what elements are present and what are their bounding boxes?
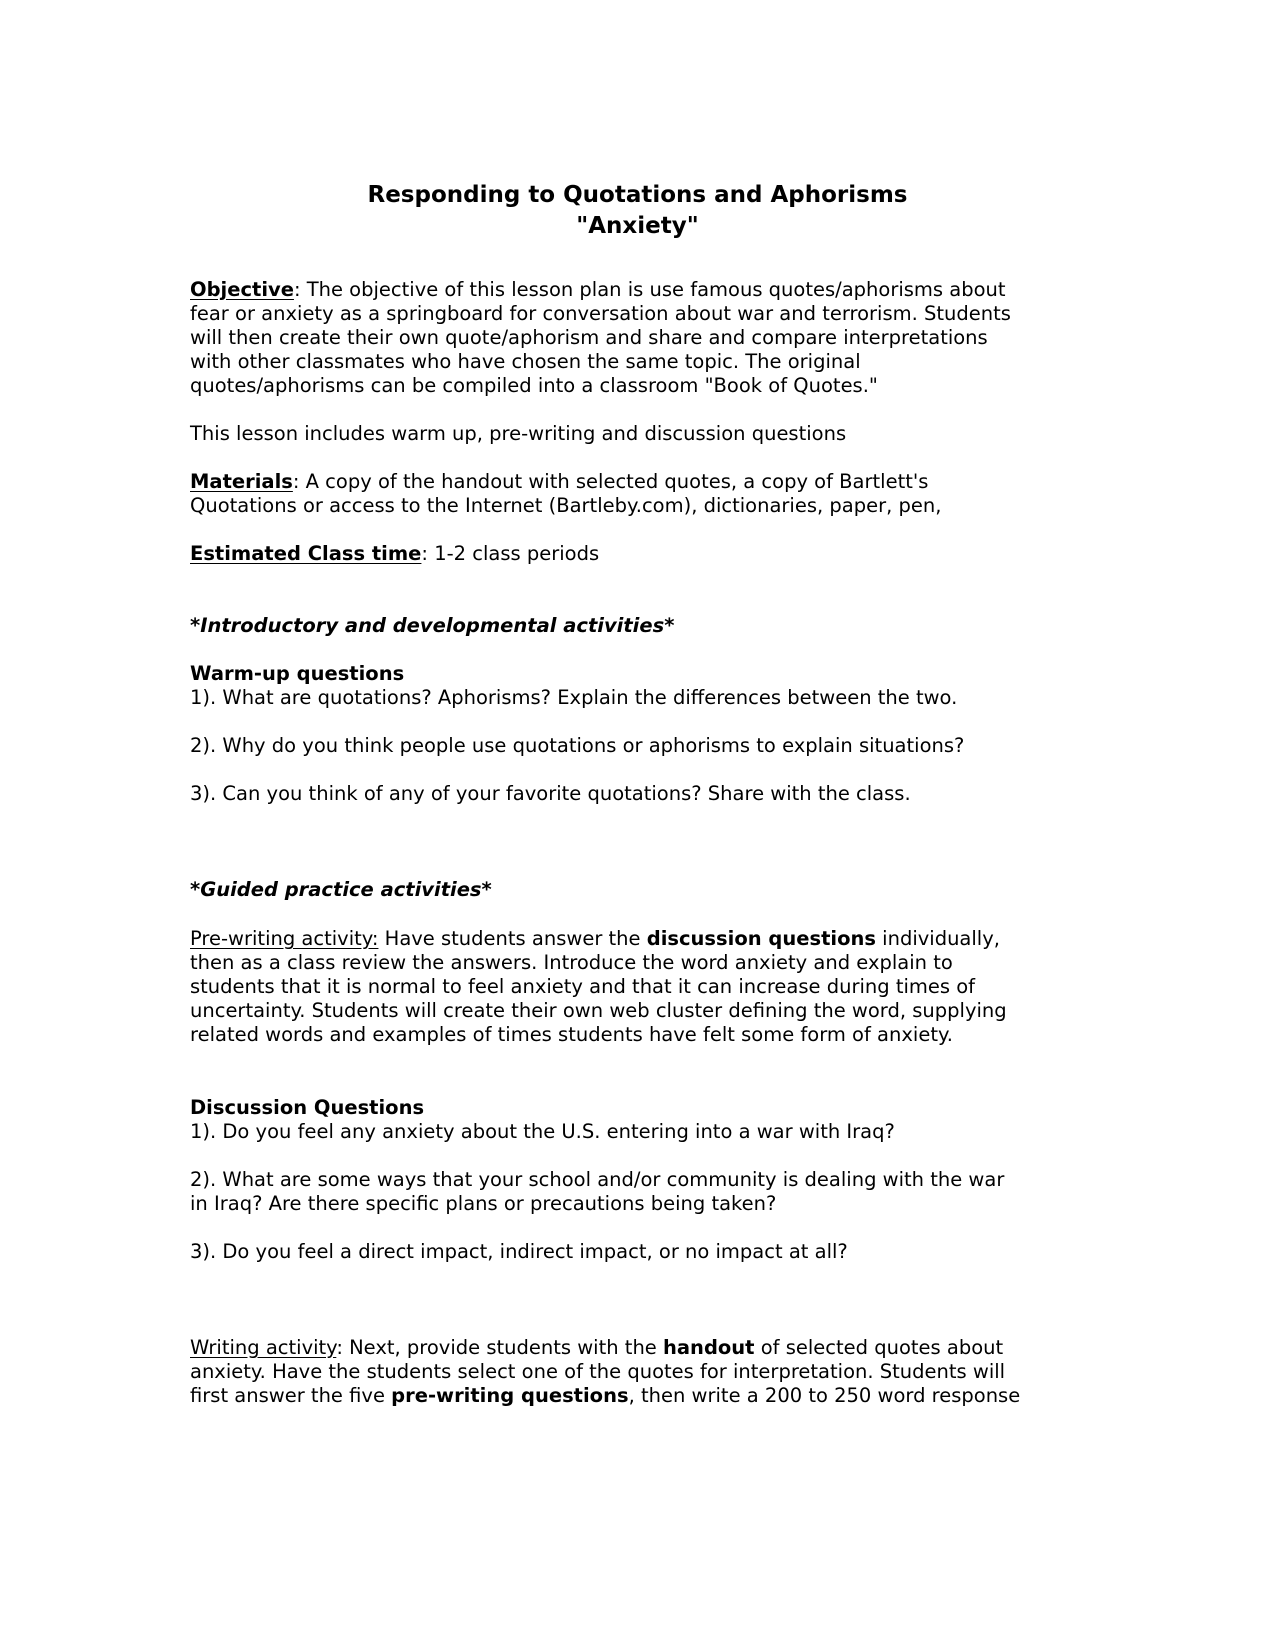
writing-text-c: first answer the five — [190, 1384, 392, 1407]
prewriting-line-1 — [190, 927, 1000, 951]
objective-line-1 — [190, 278, 1006, 302]
writing-text-d: , then write a 200 to 250 word response — [628, 1384, 1021, 1407]
discussion-heading: Discussion Questions — [190, 1096, 425, 1119]
class-time-label: Estimated Class time — [190, 542, 422, 565]
discussion-question-2-line-2: in Iraq? Are there specific plans or precautions being taken? — [190, 1192, 777, 1215]
lesson-includes: This lesson includes warm up, pre-writing and discussion questions — [190, 422, 847, 445]
class-time-value: : 1-2 class periods — [421, 542, 600, 565]
writing-bold-handout: handout — [663, 1336, 755, 1359]
intro-activities-heading: *Introductory and developmental activities* — [190, 614, 675, 637]
prewriting-line-2: then as a class review the answers. Introduce the word anxiety and explain to — [190, 951, 953, 974]
guided-practice-heading: *Guided practice activities* — [190, 878, 492, 901]
prewriting-text-a: Have students answer the — [378, 927, 647, 950]
prewriting-line-3: students that it is normal to feel anxiety and that it can increase during times of — [190, 975, 976, 998]
discussion-question-1: 1). Do you feel any anxiety about the U.S. entering into a war with Iraq? — [190, 1120, 895, 1143]
materials-line-1 — [190, 470, 928, 494]
prewriting-bold-term: discussion questions — [646, 927, 876, 950]
prewriting-line-4: uncertainty. Students will create their own web cluster defining the word, supplying — [190, 999, 1007, 1022]
writing-bold-prewriting: pre-writing questions — [391, 1384, 629, 1407]
writing-line-2: anxiety. Have the students select one of the quotes for interpretation. Students will — [190, 1360, 1006, 1383]
objective-line-5: quotes/aphorisms can be compiled into a classroom "Book of Quotes." — [190, 374, 878, 397]
warmup-question-1: 1). What are quotations? Aphorisms? Explain the differences between the two. — [190, 686, 958, 709]
materials-label: Materials — [190, 470, 293, 493]
warmup-question-3: 3). Can you think of any of your favorite quotations? Share with the class. — [190, 782, 911, 805]
warmup-heading: Warm-up questions — [190, 662, 405, 685]
objective-line-2: fear or anxiety as a springboard for conversation about war and terrorism. Students — [190, 302, 1011, 325]
prewriting-text-b: individually, — [875, 927, 1000, 950]
document-title: Responding to Quotations and Aphorisms — [367, 182, 908, 208]
prewriting-line-5: related words and examples of times students have felt some form of anxiety. — [190, 1023, 953, 1046]
writing-text-a: : Next, provide students with the — [336, 1336, 664, 1359]
writing-line-3 — [190, 1384, 1020, 1408]
discussion-question-2-line-1: 2). What are some ways that your school and/or community is dealing with the war — [190, 1168, 1005, 1191]
objective-label: Objective — [190, 278, 294, 301]
materials-text: : A copy of the handout with selected quotes, a copy of Bartlett's — [292, 470, 929, 493]
writing-label: Writing activity — [190, 1336, 337, 1359]
objective-line-4: with other classmates who have chosen the same topic. The original — [190, 350, 861, 373]
materials-line-2: Quotations or access to the Internet (Bartleby.com), dictionaries, paper, pen, — [190, 494, 942, 517]
discussion-question-3: 3). Do you feel a direct impact, indirect impact, or no impact at all? — [190, 1240, 848, 1263]
writing-line-1 — [190, 1336, 1003, 1360]
objective-text: : The objective of this lesson plan is use famous quotes/aphorisms about — [293, 278, 1006, 301]
prewriting-label: Pre-writing activity: — [190, 927, 379, 950]
class-time-line — [190, 542, 599, 566]
document-title-block — [0, 180, 1275, 242]
objective-line-3: will then create their own quote/aphorism and share and compare interpretations — [190, 326, 988, 349]
warmup-question-2: 2). Why do you think people use quotations or aphorisms to explain situations? — [190, 734, 965, 757]
document-subtitle: "Anxiety" — [576, 213, 699, 239]
writing-text-b: of selected quotes about — [754, 1336, 1004, 1359]
